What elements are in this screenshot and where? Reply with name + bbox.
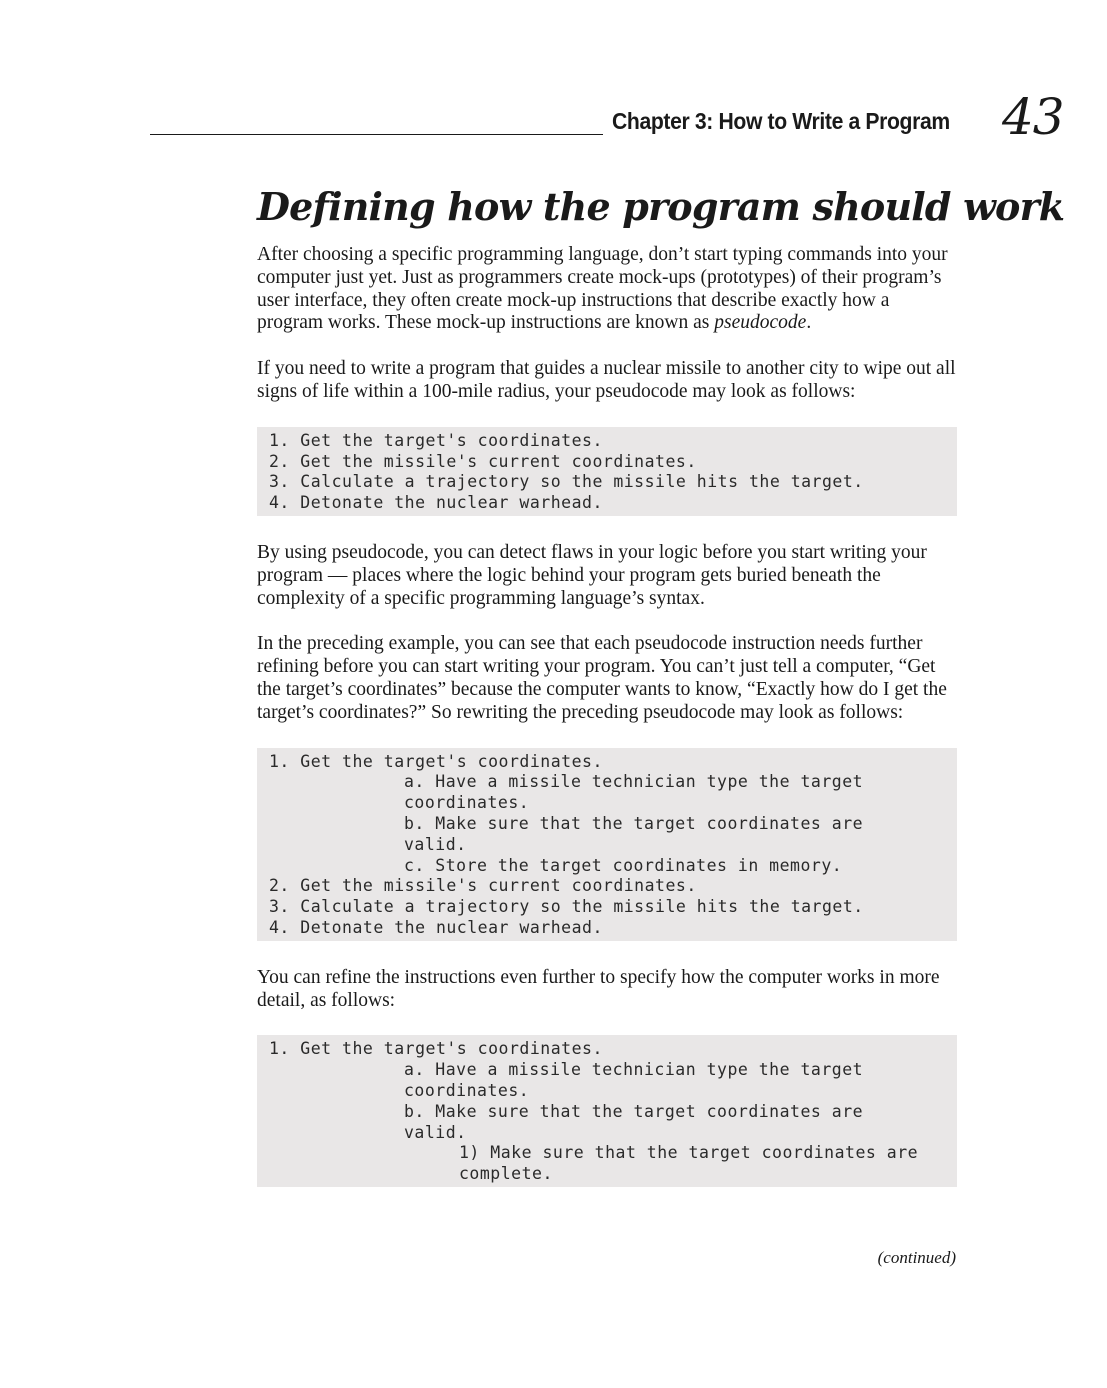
code-line: 4. Detonate the nuclear warhead.	[269, 493, 603, 513]
code-line: 4. Detonate the nuclear warhead.	[269, 917, 603, 937]
code-line: b. Make sure that the target coordinates are valid.	[404, 1101, 864, 1142]
continued-note: (continued)	[877, 1248, 956, 1267]
paragraph-intro-end: .	[806, 312, 812, 334]
code-line: 1. Get the target's coordinates.	[269, 751, 603, 771]
code-line	[269, 1143, 924, 1185]
paragraph-missile-example: If you need to write a program that guides a nuclear missile to another city to wipe out all signs of life within a 100-mile radius, your pseudocode may look as follows:	[257, 358, 956, 402]
paragraph-intro-text: After choosing a specific programming language, don’t start typing commands into your computer just yet. Just as programmers create mock-ups (prototypes) of their program’s user interface, they often create mock-up instructions that describe exactly how a program works. These mock-up instructions are known as	[257, 244, 948, 334]
code-line: 3. Calculate a trajectory so the missile hits the target.	[269, 897, 864, 917]
section-title: Defining how the program should work	[257, 184, 1065, 229]
page-content	[257, 244, 957, 1213]
code-line: a. Have a missile technician type the target coordinates.	[404, 1060, 864, 1100]
code-subline: 1) Make sure that the target coordinates are complete.	[459, 1143, 919, 1184]
code-line: 2. Get the missile's current coordinates.	[269, 876, 697, 896]
code-line: 1. Get the target's coordinates.	[269, 1039, 603, 1059]
code-line: a. Have a missile technician type the target coordinates.	[404, 772, 864, 813]
pseudocode-term: pseudocode	[714, 312, 807, 334]
code-line: b. Make sure that the target coordinates are valid.	[404, 813, 864, 854]
code-block-basic	[257, 427, 957, 516]
code-block-refined	[257, 748, 957, 941]
code-line: 3. Calculate a trajectory so the missile hits the target.	[269, 472, 864, 492]
code-line: 1. Get the target's coordinates.	[269, 430, 603, 450]
paragraph-refining: In the preceding example, you can see that each pseudocode instruction needs further refining before you can start writing your program. You can’t just tell a computer, “Get the target’s coordinates” because the computer wants to know, “Exactly how do I get the target’s coordinates?” So rewriting the preceding pseudocode may look as follows:	[257, 633, 947, 723]
paragraph-pseudocode-benefits: By using pseudocode, you can detect flaws in your logic before you start writing your program — places where the logic behind your program gets buried beneath the complexity of a specific programming language’s syntax.	[257, 541, 927, 609]
paragraph-intro	[257, 244, 957, 335]
code-line: 2. Get the missile's current coordinates.	[269, 451, 697, 471]
code-block-detailed	[257, 1035, 957, 1187]
code-line: c. Store the target coordinates in memory.	[404, 855, 843, 875]
running-head-chapter-title: Chapter 3: How to Write a Program	[612, 108, 950, 134]
header-rule	[150, 134, 603, 135]
paragraph-further-refine: You can refine the instructions even further to specify how the computer works in more detail, as follows:	[257, 966, 940, 1011]
page-number: 43	[1002, 88, 1064, 146]
